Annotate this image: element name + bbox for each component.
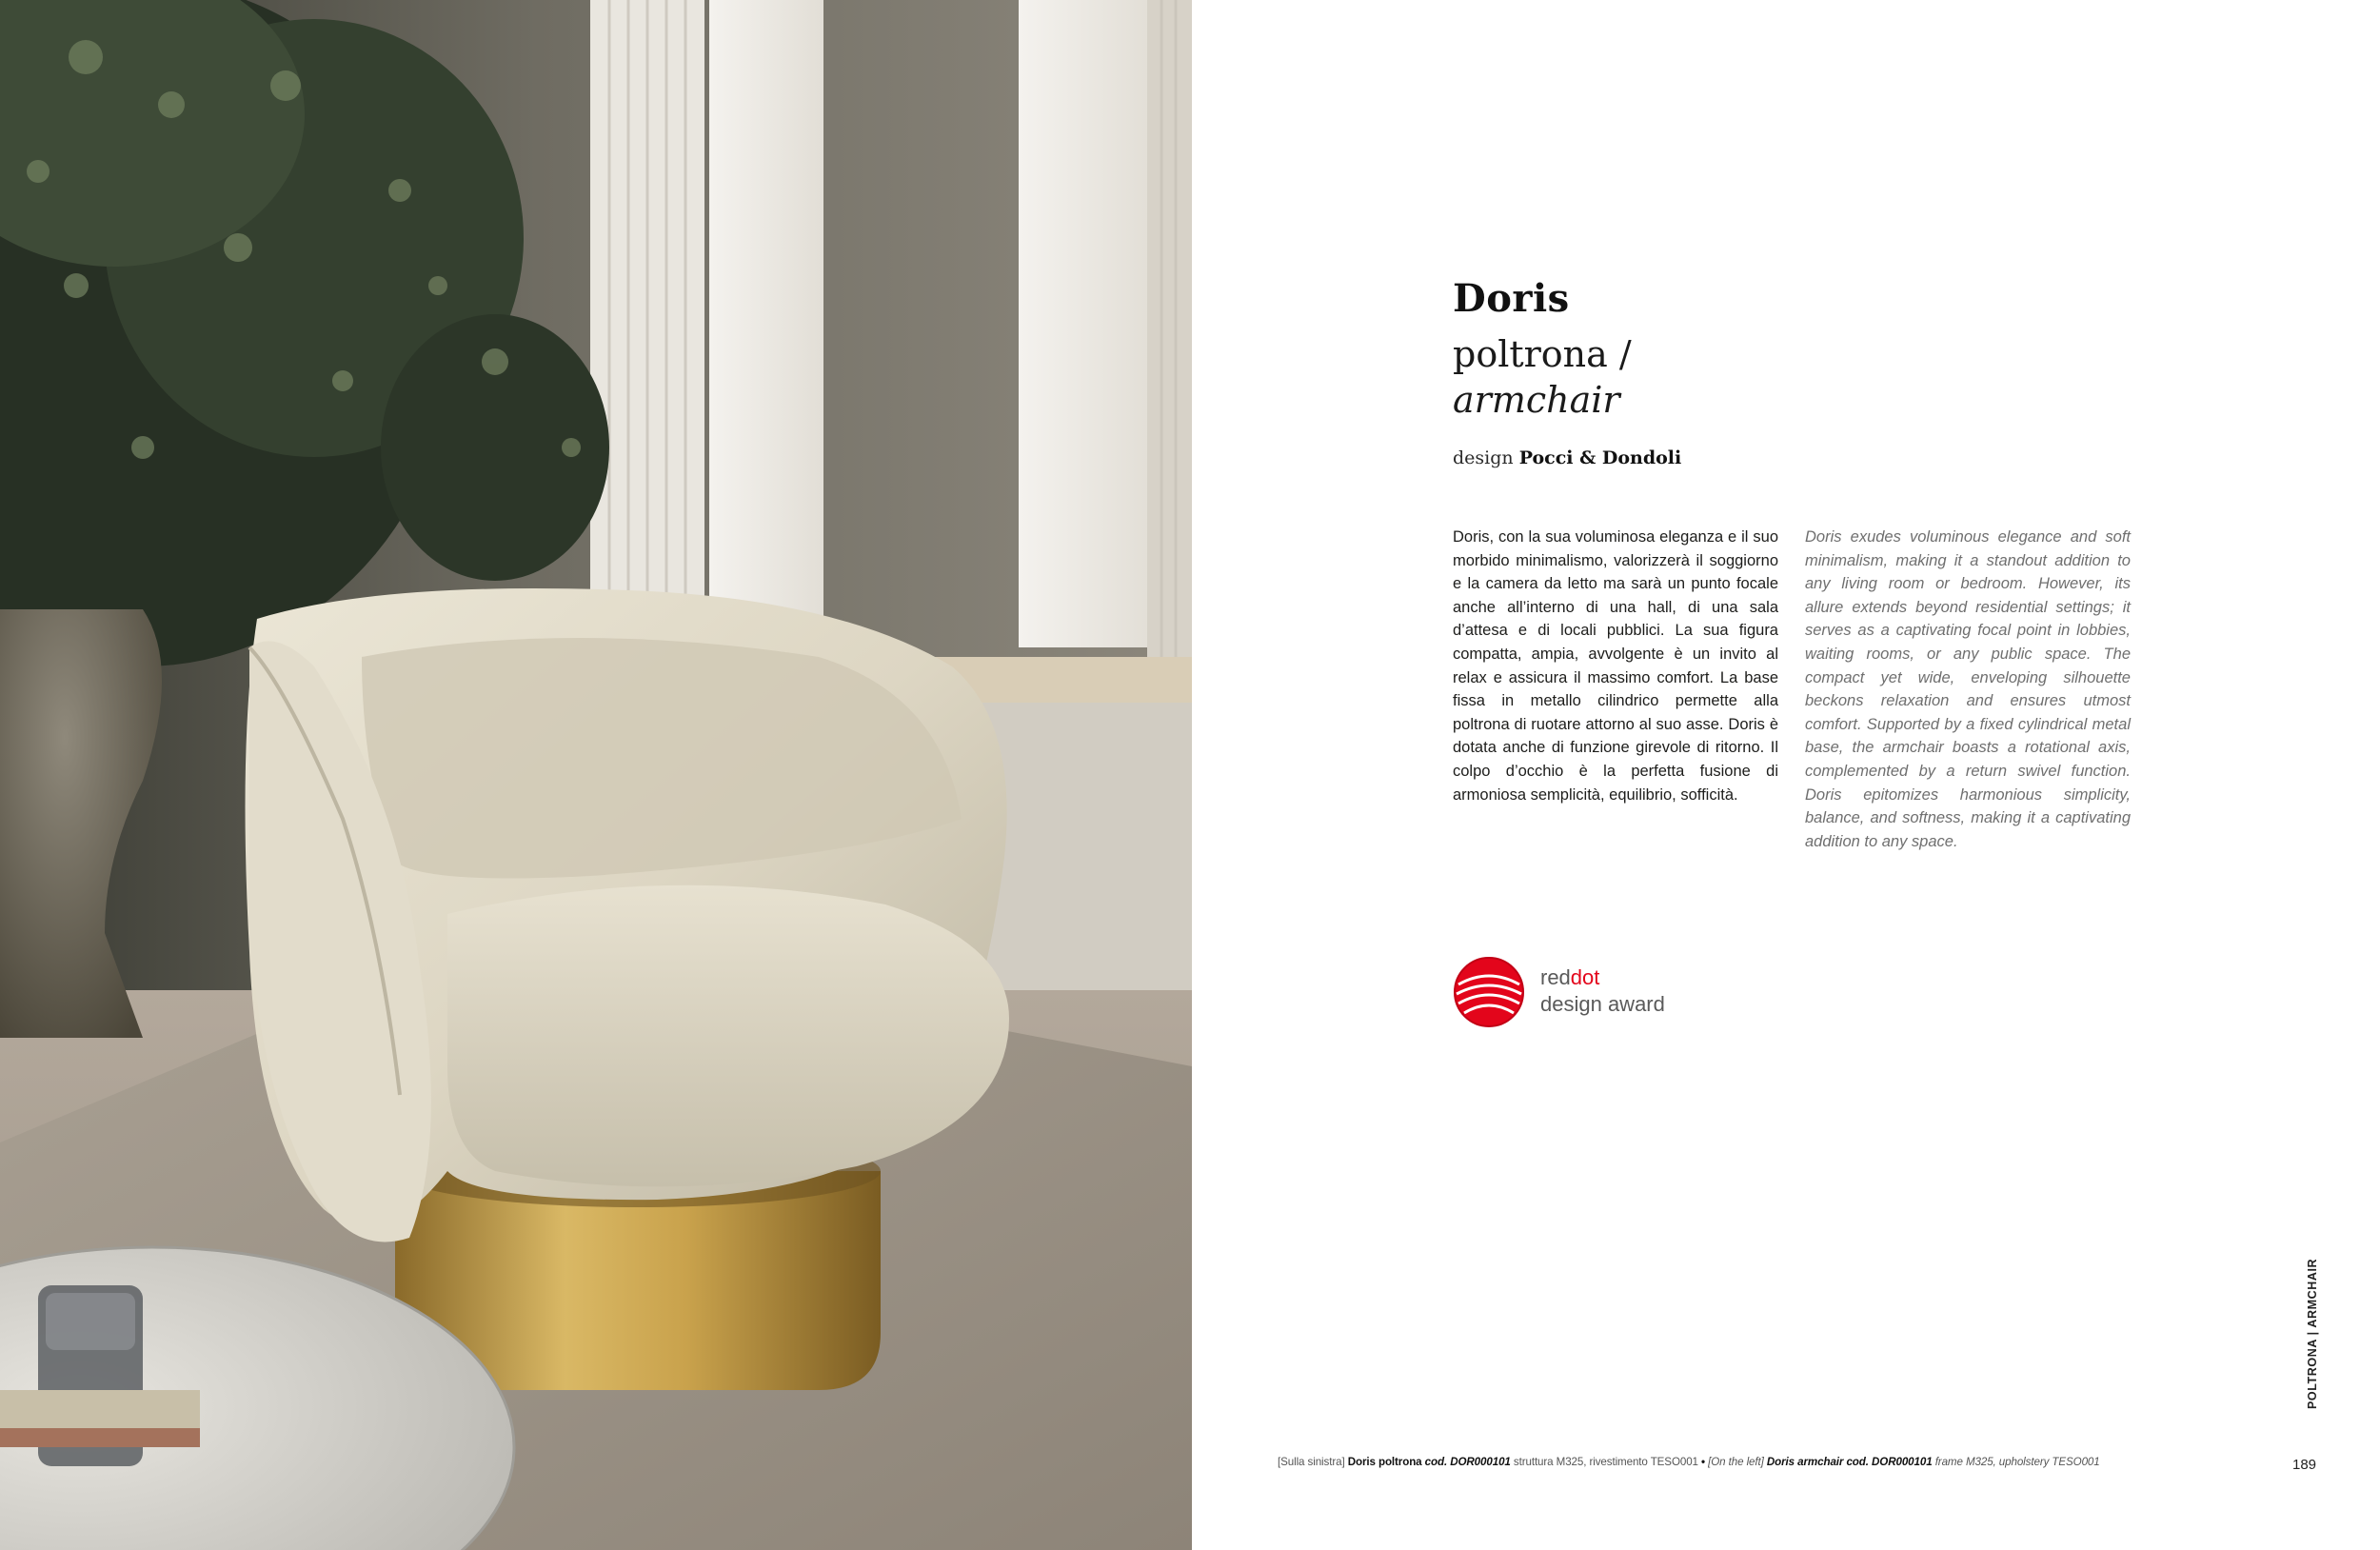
caption-en-prefix: [On the left] (1708, 1456, 1764, 1468)
caption-en-product: Doris armchair (1766, 1456, 1844, 1468)
subtitle-italian: poltrona / (1453, 333, 1632, 375)
description-english: Doris exudes voluminous elegance and soft minimalism, making it a standout addition to any living room or bedroom. However, its allure extends beyond residential settings; it serves as a captivating focal point in lobbies, waiting rooms, or any public space. The compact yet wide, enveloping silhouette beckons relaxation and ensures utmost comfort. Supported by a fixed cylindrical metal base, the armchair boasts a rotational axis, complemented by a return swivel function. Doris epitomizes harmonious simplicity, balance, and softness, making it a captivating addition to any space. (1805, 528, 2131, 850)
caption-it-prefix: [Sulla sinistra] (1278, 1456, 1345, 1468)
page-number: 189 (2292, 1457, 2317, 1473)
product-subtitle (1453, 331, 1632, 423)
reddot-award (1453, 956, 1681, 1032)
photo-caption (1278, 1456, 2153, 1468)
caption-it-code: cod. DOR000101 (1424, 1456, 1511, 1468)
text-page (1192, 0, 2380, 1550)
subtitle-english: armchair (1453, 379, 1620, 421)
caption-en-details: frame M325, upholstery TESO001 (1934, 1456, 2100, 1468)
description-italian: Doris, con la sua voluminosa eleganza e il suo morbido minimalismo, valorizzerà il soggiorno e la camera da letto ma sarà un punto focale anche all’interno di una hall, di una sala d’attesa e di locali pubblici. La sua figura compatta, ampia, avvolgente è un invito al relax e assicura il massimo comfort. La base fissa in metallo cilindrico permette alla poltrona di ruotare attorno al suo asse. Doris è dotata anche di funzione girevole di ritorno. Il colpo d’occhio è la perfetta fusione di armoniosa semplicità, equilibrio, sofficità. (1453, 528, 1778, 804)
caption-en-code: cod. DOR000101 (1846, 1456, 1933, 1468)
design-prefix: design (1453, 447, 1514, 468)
award-name (1540, 965, 1599, 990)
award-subtitle: design award (1540, 992, 1665, 1016)
designer-credit (1453, 447, 1681, 468)
award-word-red: red (1540, 965, 1571, 989)
designer-name: Pocci & Dondoli (1518, 447, 1682, 468)
section-side-label: POLTRONA | ARMCHAIR (2306, 1258, 2319, 1409)
caption-it-details: struttura M325, rivestimento TESO001 (1513, 1456, 1698, 1468)
caption-separator: • (1701, 1456, 1705, 1468)
caption-it-product: Doris poltrona (1347, 1456, 1422, 1468)
product-title: Doris (1453, 276, 1570, 321)
reddot-logo-icon (1453, 956, 1525, 1028)
award-word-dot: dot (1570, 965, 1600, 989)
